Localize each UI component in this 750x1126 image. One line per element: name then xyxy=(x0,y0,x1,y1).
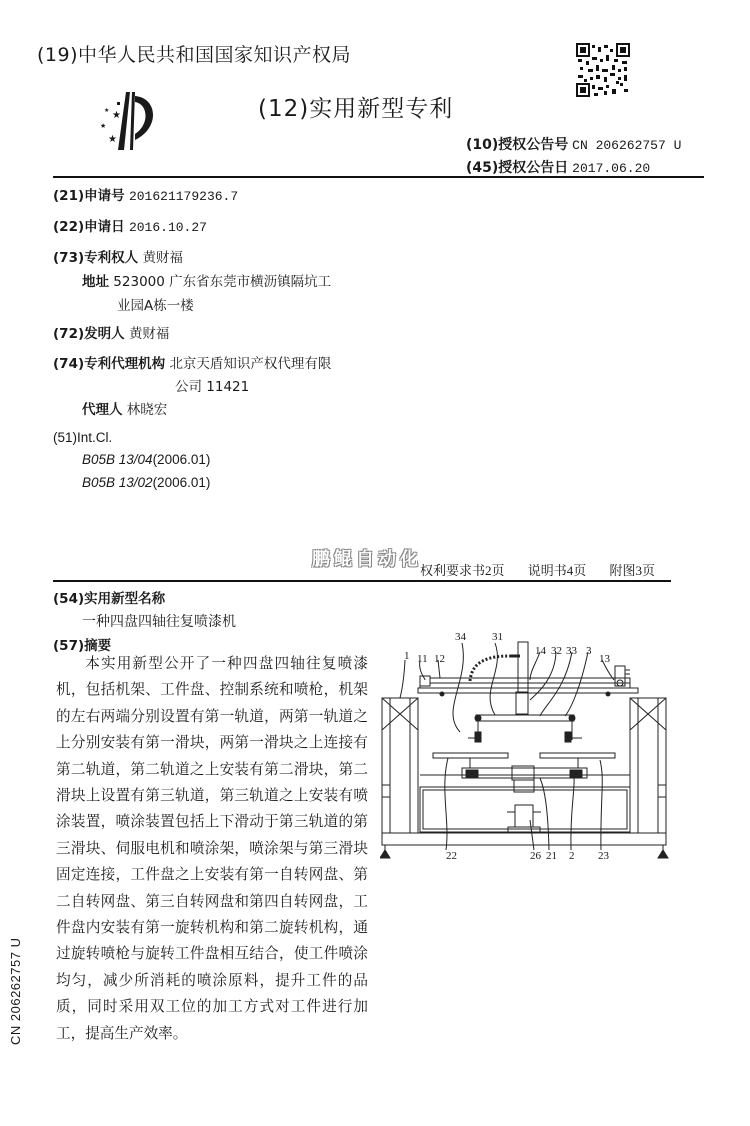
agent xyxy=(82,398,167,418)
publication-date-label: (45)授权公告日 xyxy=(466,160,569,176)
int-cl-label: (51)Int.Cl. xyxy=(53,430,113,445)
drawings-pages: 附图3页 xyxy=(609,563,656,578)
publication-number-row xyxy=(466,134,681,154)
side-publication-id: CN 206262757 U xyxy=(8,937,23,1045)
abstract-label-text: (57)摘要 xyxy=(53,638,112,654)
inventor-value: 黄财福 xyxy=(128,326,170,342)
title-label xyxy=(53,587,165,607)
address-line-2: 业园A栋一楼 xyxy=(117,298,194,314)
figure-label: 31 xyxy=(492,631,503,643)
agent-value: 林晓宏 xyxy=(126,402,168,418)
patentee xyxy=(53,246,183,266)
patent-agency-line-1: 北京天盾知识产权代理有限 xyxy=(169,356,332,372)
publication-date-row xyxy=(466,157,650,177)
application-number xyxy=(53,184,238,204)
publication-number-label: (10)授权公告号 xyxy=(466,137,569,153)
cnipa-logo-icon xyxy=(88,90,168,152)
address xyxy=(82,270,331,290)
qr-code-icon xyxy=(576,43,630,97)
ipc-version: (2006.01) xyxy=(152,452,211,467)
header-divider xyxy=(53,176,704,178)
ipc-code: B05B 13/02 xyxy=(82,475,153,490)
figure-label: 13 xyxy=(599,653,610,665)
figure-label: 11 xyxy=(417,653,428,665)
figure-label: 33 xyxy=(566,645,577,657)
patent-agency-line-2: 公司 11421 xyxy=(175,379,250,395)
description-pages: 说明书4页 xyxy=(527,563,587,578)
agent-label: 代理人 xyxy=(82,402,123,418)
publication-date-value: 2017.06.20 xyxy=(572,161,651,176)
svg-text:★: ★ xyxy=(104,107,110,114)
utility-model-title: 一种四盘四轴往复喷漆机 xyxy=(82,614,236,630)
figure-label: 32 xyxy=(551,645,562,657)
figure-label: 2 xyxy=(569,850,575,862)
address-line-1: 523000 广东省东莞市横沥镇隔坑工 xyxy=(113,274,332,290)
figure-label: 22 xyxy=(446,850,457,862)
publication-number-value: CN 206262757 U xyxy=(572,138,682,153)
application-number-label: (21)申请号 xyxy=(53,188,125,204)
ipc-row xyxy=(82,475,210,490)
svg-text:★: ★ xyxy=(112,110,121,121)
issuing-office: (19)中华人民共和国国家知识产权局 xyxy=(37,44,352,66)
claims-pages: 权利要求书2页 xyxy=(420,563,505,578)
figure-label: 12 xyxy=(434,653,445,665)
ipc-code: B05B 13/04 xyxy=(82,452,153,467)
patent-agency xyxy=(53,352,331,372)
abstract-figure xyxy=(380,625,700,865)
inventor-label: (72)发明人 xyxy=(53,326,125,342)
svg-text:★: ★ xyxy=(108,134,117,145)
document-type: (12)实用新型专利 xyxy=(258,96,454,122)
ipc-row xyxy=(82,452,210,467)
ipc-version: (2006.01) xyxy=(152,475,211,490)
application-date-label: (22)申请日 xyxy=(53,219,125,235)
page-counts xyxy=(420,560,669,579)
title-label-text: (54)实用新型名称 xyxy=(53,591,166,607)
patentee-value: 黄财福 xyxy=(142,250,183,266)
figure-label: 23 xyxy=(598,850,609,862)
application-date xyxy=(53,215,207,235)
figure-label: 34 xyxy=(455,631,466,643)
address-label: 地址 xyxy=(82,274,109,290)
abstract-text: 本实用新型公开了一种四盘四轴往复喷漆机，包括机架、工件盘、控制系统和喷枪，机架的左右两端分别设置有第一轨道，两第一轨道之上分别安装有第一滑块，两第一滑块之上连接有第二轨道，第二轨道之上安装有第二滑块，第二滑块上设置有第三轨道，第三轨道之上安装有喷涂装置，喷涂装置包括上下滑动于第三轨道的第三滑块、伺服电机和喷涂架，喷涂架与第三滑块固定连接，工件盘之上安装有第一自转网盘、第二自转网盘、第三自转网盘和第四自转网盘，工件盘内安装有第一旋转机构和第二旋转机构，通过旋转喷枪与旋转工件盘相互结合，使工件喷涂均匀，减少所消耗的喷涂原料，提升工件的品质，同时采用双工位的加工方式对工件进行加工，提高生产效率。 xyxy=(56,655,368,1042)
figure-label: 3 xyxy=(586,645,592,657)
application-date-value: 2016.10.27 xyxy=(128,220,207,235)
inventor xyxy=(53,322,169,342)
figure-label: 21 xyxy=(546,850,557,862)
figure-label: 1 xyxy=(404,650,410,662)
watermark: 鹏鲲自动化 xyxy=(312,549,422,570)
section-divider xyxy=(53,580,671,582)
application-number-value: 201621179236.7 xyxy=(128,189,239,204)
svg-text:★: ★ xyxy=(100,122,107,130)
patentee-label: (73)专利权人 xyxy=(53,250,139,266)
patent-agency-label: (74)专利代理机构 xyxy=(53,356,166,372)
figure-label: 14 xyxy=(535,645,546,657)
figure-label: 26 xyxy=(530,850,541,862)
